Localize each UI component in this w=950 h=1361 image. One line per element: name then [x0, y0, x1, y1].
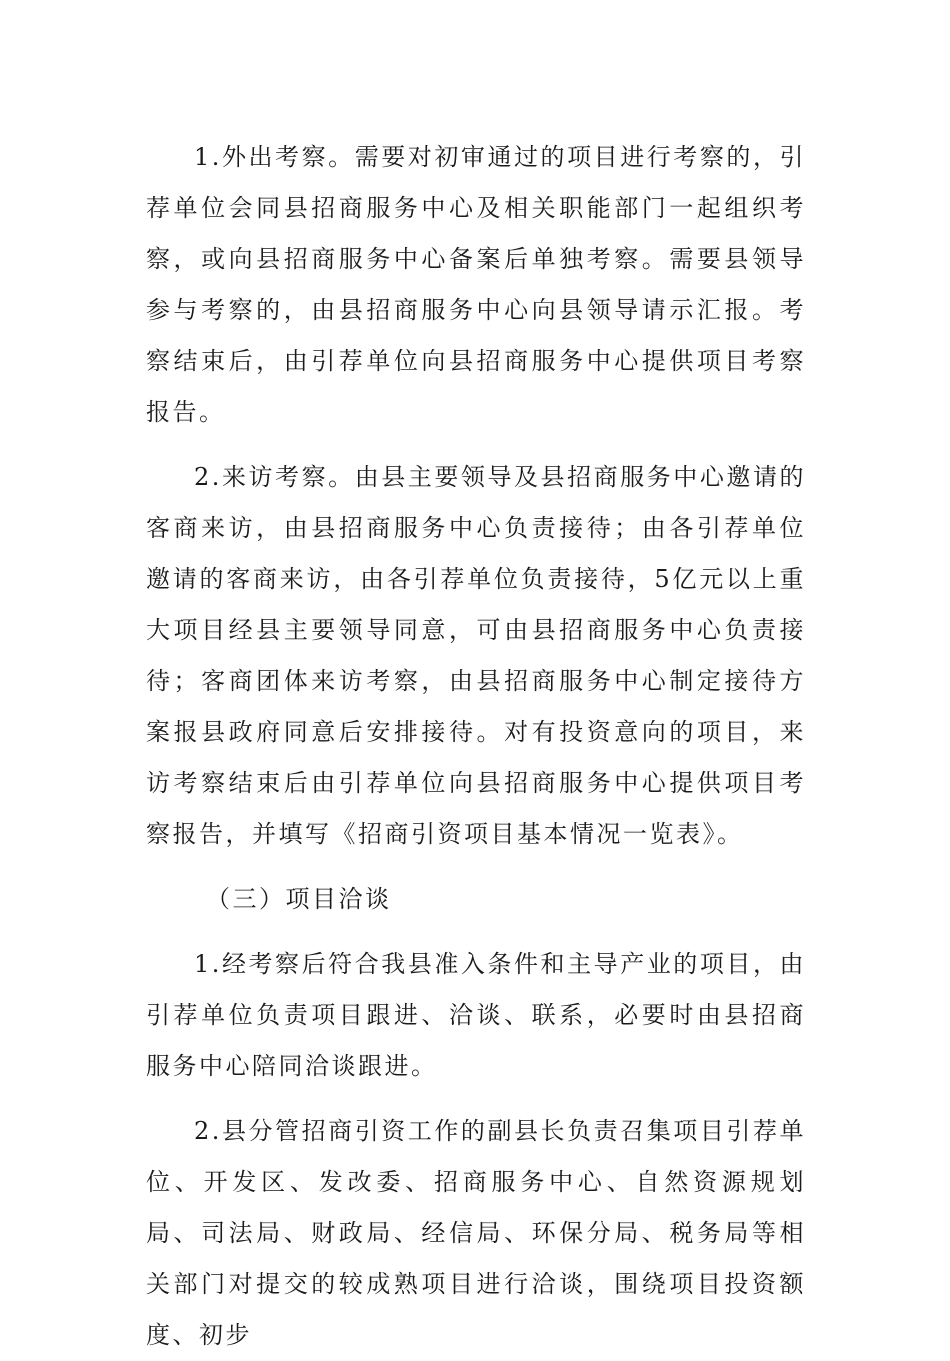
paragraph-visiting-inspection: 2.来访考察。由县主要领导及县招商服务中心邀请的客商来访，由县招商服务中心负责接待；由各引荐单位邀请的客商来访，由各引荐单位负责接待，5亿元以上重大项目经县主要领导同意，可由县招商服务中心负责接待；客商团体来访考察，由县招商服务中心制定接待方案报县政府同意后安排接待。对有投资意向的项目，来访考察结束后由引荐单位向县招商服务中心提供项目考察报告，并填写《招商引资项目基本情况一览表》。	[146, 463, 806, 848]
paragraph-outbound-inspection: 1.外出考察。需要对初审通过的项目进行考察的，引荐单位会同县招商服务中心及相关职能部门一起组织考察，或向县招商服务中心备案后单独考察。需要县领导参与考察的，由县招商服务中心向县领导请示汇报。考察结束后，由引荐单位向县招商服务中心提供项目考察报告。	[146, 143, 806, 426]
paragraph-negotiation-item-2: 2.县分管招商引资工作的副县长负责召集项目引荐单位、开发区、发改委、招商服务中心、自然资源规划局、司法局、财政局、经信局、环保分局、税务局等相关部门对提交的较成熟项目进行洽谈，围绕项目投资额度、初步	[146, 1117, 806, 1349]
section-heading-project-negotiation: （三）项目洽谈	[206, 885, 392, 913]
paragraph-negotiation-item-1: 1.经考察后符合我县准入条件和主导产业的项目，由引荐单位负责项目跟进、洽谈、联系，必要时由县招商服务中心陪同洽谈跟进。	[146, 950, 806, 1080]
document-body	[146, 132, 806, 1361]
